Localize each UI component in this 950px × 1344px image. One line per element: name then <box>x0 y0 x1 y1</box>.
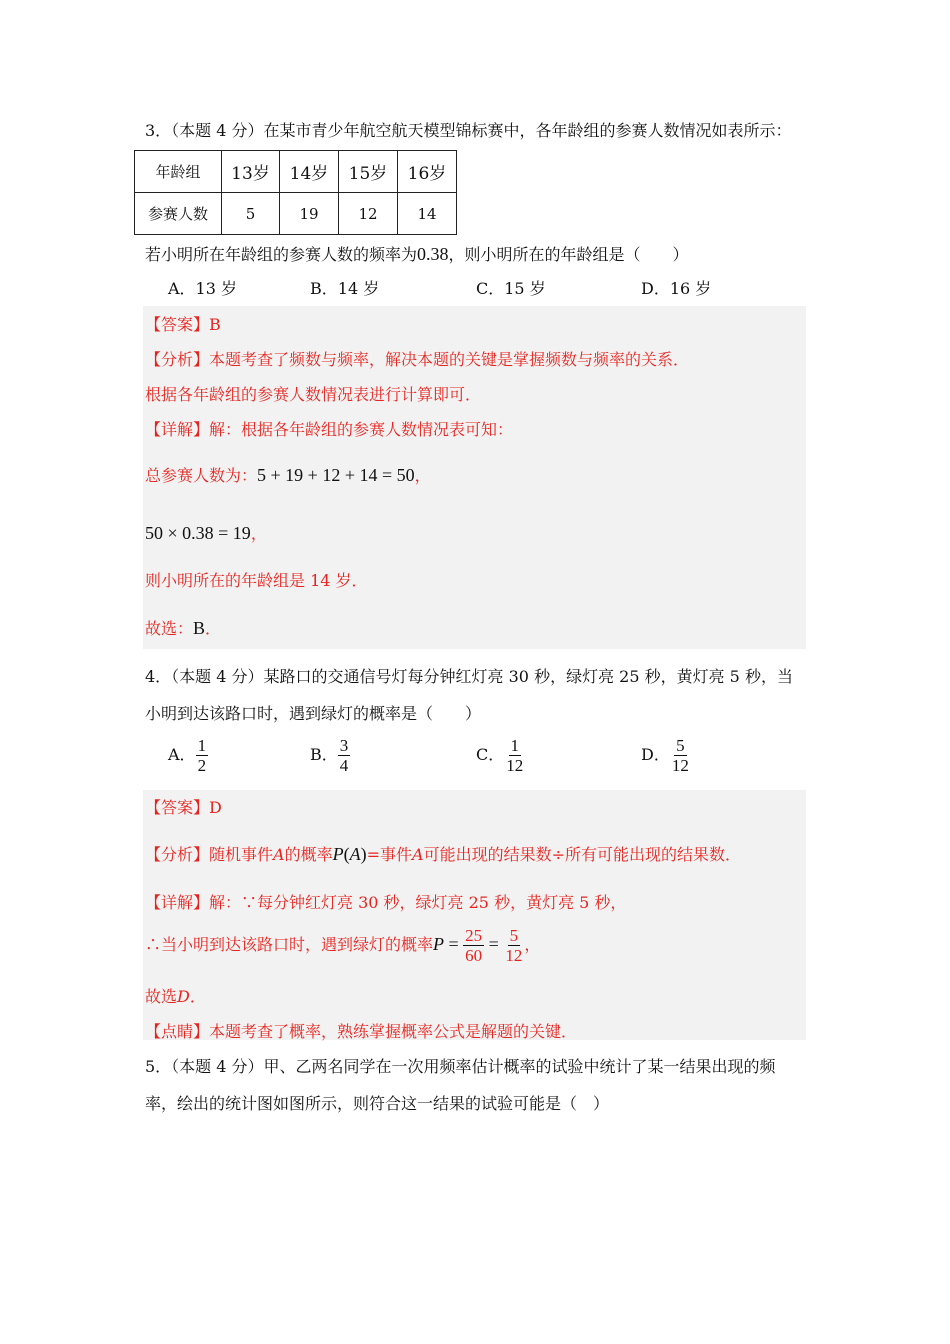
table-head-label: 年龄组 <box>135 151 222 193</box>
table-count-label: 参赛人数 <box>135 193 222 235</box>
q3-option-a: A．13 岁 <box>168 279 238 298</box>
q4-comment: 【点睛】本题考查了概率，熟练掌握概率公式是解题的关键． <box>145 1022 578 1041</box>
table-age: 16岁 <box>398 151 457 193</box>
q3-analysis-2: 根据各年龄组的参赛人数情况表进行计算即可． <box>145 385 482 404</box>
q3-choose: 故选：B． <box>145 618 222 638</box>
table-count: 14 <box>398 193 457 235</box>
q4-option-d: D． $\frac{5}{12}$ <box>641 736 689 775</box>
q3-question: 若小明所在年龄组的参赛人数的频率为0.38，则小明所在的年龄组是（ ） <box>145 244 689 264</box>
q4-detail-2: ∴当小明到达该路口时，遇到绿灯的概率P = $\frac{25}{60}$ = $\frac{5}{12}$ ， <box>145 926 541 965</box>
table-count: 5 <box>222 193 280 235</box>
age-table <box>134 150 457 235</box>
q3-answer: 【答案】B <box>145 315 221 334</box>
q4-stem: 4．（本题 4 分）某路口的交通信号灯每分钟红灯亮 30 秒，绿灯亮 25 秒，黄灯亮 5 秒，当 <box>145 667 793 686</box>
q3-product: 50 × 0.38 = 19， <box>145 523 267 543</box>
q3-conclusion: 则小明所在的年龄组是 14 岁． <box>145 571 368 590</box>
q4-detail: 【详解】解：∵每分钟红灯亮 30 秒，绿灯亮 25 秒，黄灯亮 5 秒， <box>145 893 627 912</box>
q3-option-b: B．14 岁 <box>310 279 380 298</box>
q4-solution-box <box>143 790 806 1040</box>
q4-answer: 【答案】D <box>145 798 222 817</box>
table-count: 19 <box>280 193 339 235</box>
q4-choose: 故选D． <box>145 987 206 1006</box>
table-age: 15岁 <box>339 151 398 193</box>
q3-total: 总参赛人数为：5 + 19 + 12 + 14 = 50， <box>145 465 431 485</box>
q3-stem: 3．（本题 4 分）在某市青少年航空航天模型锦标赛中，各年龄组的参赛人数情况如表所示： <box>145 121 792 140</box>
q5-stem: 5．（本题 4 分）甲、乙两名同学在一次用频率估计概率的试验中统计了某一结果出现的频 <box>145 1057 776 1076</box>
q3-option-d: D．16 岁 <box>641 279 712 298</box>
q3-analysis: 【分析】本题考查了频数与频率，解决本题的关键是掌握频数与频率的关系． <box>145 350 690 369</box>
table-count: 12 <box>339 193 398 235</box>
table-age: 13岁 <box>222 151 280 193</box>
q4-option-a: A． $\frac{1}{2}$ <box>168 736 207 775</box>
q3-option-c: C．15 岁 <box>476 279 546 298</box>
q4-analysis: 【分析】随机事件A的概率P(A)=事件A可能出现的结果数÷所有可能出现的结果数． <box>145 844 741 864</box>
q3-detail: 【详解】解：根据各年龄组的参赛人数情况表可知： <box>145 420 514 439</box>
q4-stem-2: 小明到达该路口时，遇到绿灯的概率是（ ） <box>145 704 482 723</box>
q4-option-b: B． $\frac{3}{4}$ <box>310 736 349 775</box>
q4-option-c: C． $\frac{1}{12}$ <box>476 736 524 775</box>
q5-stem-2: 率，绘出的统计图如图所示，则符合这一结果的试验可能是（ ） <box>145 1094 610 1113</box>
table-age: 14岁 <box>280 151 339 193</box>
